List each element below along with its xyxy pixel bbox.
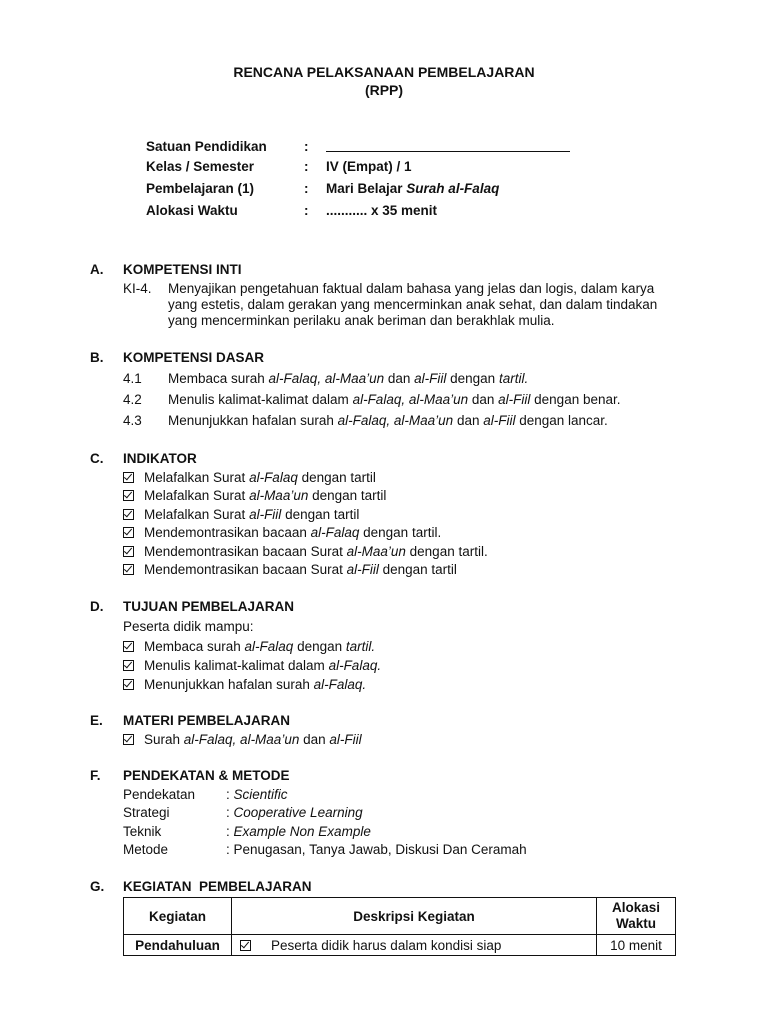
checkbox-checked-icon	[123, 546, 134, 557]
metode-value	[226, 824, 371, 839]
kd-text	[168, 371, 528, 386]
italic-text: al-Fiil	[249, 507, 282, 522]
section-c-letter: C.	[90, 451, 104, 466]
text: dengan tartil.	[359, 525, 442, 540]
ki-text-line: Menyajikan pengetahuan faktual dalam bahasa yang jelas dan logis, dalam karya	[168, 281, 655, 296]
text: Melafalkan Surat	[144, 507, 250, 522]
text: Menunjukkan hafalan surah	[144, 677, 314, 692]
text: Menunjukkan hafalan surah	[168, 413, 338, 428]
document-title: RENCANA PELAKSANAAN PEMBELAJARAN	[233, 64, 535, 80]
text: dengan	[446, 371, 499, 386]
section-b-letter: B.	[90, 350, 104, 365]
kegiatan-table	[123, 897, 676, 956]
text: dengan benar.	[530, 392, 621, 407]
text: :	[226, 824, 234, 839]
text: Mendemontrasikan bacaan Surat	[144, 544, 347, 559]
text: dengan tartil.	[405, 544, 488, 559]
checkbox-checked-icon	[123, 527, 134, 538]
materi-item	[123, 732, 362, 747]
info-label-kelas: Kelas / Semester	[146, 159, 255, 174]
indikator-item	[123, 470, 376, 485]
indikator-item	[123, 562, 457, 577]
kd-text	[168, 413, 608, 428]
text: dengan tartil	[297, 470, 376, 485]
italic-text: al-Fiil	[329, 732, 362, 747]
italic-text: al-Falaq	[249, 470, 298, 485]
text: Menulis kalimat-kalimat dalam	[168, 392, 353, 407]
text: dan	[384, 371, 415, 386]
checkbox-checked-icon	[123, 564, 134, 575]
italic-text: al-Falaq, al-Maa’un	[183, 732, 300, 747]
info-value-kelas: IV (Empat) / 1	[326, 159, 412, 174]
italic-text: Scientific	[233, 787, 288, 802]
info-sep: :	[304, 139, 309, 154]
section-f-letter: F.	[90, 768, 101, 783]
italic-text: al-Falaq.	[313, 677, 367, 692]
checkbox-checked-icon	[123, 472, 134, 483]
metode-label: Metode	[123, 842, 169, 857]
ki-label: KI-4.	[123, 281, 152, 296]
tujuan-intro: Peserta didik mampu:	[123, 619, 254, 634]
italic-text: Surah al-Falaq	[406, 181, 500, 196]
indikator-item	[123, 544, 488, 559]
checkbox-checked-icon	[123, 679, 134, 690]
italic-text: al-Falaq.	[328, 658, 382, 673]
cell-kegiatan: Pendahuluan	[124, 935, 232, 956]
checkbox-checked-icon	[123, 490, 134, 501]
section-g-letter: G.	[90, 879, 105, 894]
metode-label: Teknik	[123, 824, 162, 839]
header-alokasi: Alokasi Waktu	[597, 898, 676, 935]
italic-text: al-Falaq, al-Maa’un	[337, 413, 454, 428]
text: Peserta didik harus dalam kondisi siap	[271, 937, 502, 953]
italic-text: al-Fiil	[498, 392, 531, 407]
info-sep: :	[304, 181, 309, 196]
tujuan-item	[123, 658, 381, 673]
header-deskripsi: Deskripsi Kegiatan	[232, 898, 597, 935]
metode-value	[226, 787, 288, 802]
italic-text: al-Falaq	[244, 639, 294, 654]
cell-deskripsi	[232, 935, 597, 956]
tujuan-item	[123, 677, 366, 692]
kd-text	[168, 392, 621, 407]
text: dengan tartil	[378, 562, 457, 577]
blank-line	[326, 139, 570, 152]
italic-text: tartil.	[345, 639, 376, 654]
section-e-heading: MATERI PEMBELAJARAN	[123, 713, 291, 728]
info-sep: :	[304, 203, 309, 218]
info-label-alokasi: Alokasi Waktu	[146, 203, 238, 218]
info-value-pembelajaran	[326, 181, 499, 196]
section-f-heading: PENDEKATAN & METODE	[123, 768, 290, 783]
tujuan-item	[123, 639, 375, 654]
text: dan	[453, 413, 484, 428]
kd-number: 4.1	[123, 371, 142, 386]
text: : Penugasan, Tanya Jawab, Diskusi Dan Ceramah	[226, 842, 527, 857]
cell-waktu: 10 menit	[597, 935, 676, 956]
metode-value	[226, 805, 363, 820]
info-label-satuan: Satuan Pendidikan	[146, 139, 267, 154]
italic-text: al-Maa’un	[346, 544, 406, 559]
italic-text: tartil.	[498, 371, 529, 386]
metode-label: Strategi	[123, 805, 170, 820]
section-c-heading: INDIKATOR	[123, 451, 197, 466]
text: Menulis kalimat-kalimat dalam	[144, 658, 329, 673]
section-a-letter: A.	[90, 262, 104, 277]
metode-label: Pendekatan	[123, 787, 196, 802]
checkbox-checked-icon	[240, 940, 251, 951]
checkbox-checked-icon	[123, 734, 134, 745]
text: Membaca surah	[168, 371, 269, 386]
section-d-heading: TUJUAN PEMBELAJARAN	[123, 599, 295, 614]
text: Mendemontrasikan bacaan	[144, 525, 311, 540]
info-label-pembelajaran: Pembelajaran (1)	[146, 181, 255, 196]
checkbox-checked-icon	[123, 641, 134, 652]
text: dan	[468, 392, 499, 407]
metode-value	[226, 842, 527, 857]
text: Melafalkan Surat	[144, 470, 250, 485]
text: Surah	[144, 732, 184, 747]
italic-text: al-Maa’un	[249, 488, 309, 503]
indikator-item	[123, 488, 386, 503]
table-row	[124, 935, 676, 956]
text: dengan	[293, 639, 346, 654]
section-d-letter: D.	[90, 599, 104, 614]
text: :	[226, 805, 234, 820]
italic-text: al-Falaq, al-Maa’un	[352, 392, 469, 407]
text: :	[226, 787, 234, 802]
section-e-letter: E.	[90, 713, 103, 728]
document-subtitle: (RPP)	[364, 82, 404, 98]
italic-text: al-Falaq	[310, 525, 360, 540]
kd-number: 4.2	[123, 392, 142, 407]
kd-number: 4.3	[123, 413, 142, 428]
text: Mari Belajar	[326, 181, 407, 196]
text: dengan tartil	[281, 507, 360, 522]
italic-text: al-Fiil	[483, 413, 516, 428]
italic-text: al-Falaq, al-Maa’un	[268, 371, 385, 386]
info-sep: :	[304, 159, 309, 174]
ki-text-line: yang estetis, dalam gerakan yang mencerminkan anak sehat, dan dalam tindakan	[168, 297, 658, 312]
indikator-item	[123, 525, 441, 540]
text: Mendemontrasikan bacaan Surat	[144, 562, 347, 577]
italic-text: Cooperative Learning	[233, 805, 363, 820]
info-value-alokasi: ........... x 35 menit	[326, 203, 438, 218]
checkbox-checked-icon	[123, 509, 134, 520]
checkbox-checked-icon	[123, 660, 134, 671]
text: dengan tartil	[308, 488, 387, 503]
table-header-row	[124, 898, 676, 935]
italic-text: al-Fiil	[414, 371, 447, 386]
text: dengan lancar.	[515, 413, 608, 428]
header-kegiatan: Kegiatan	[124, 898, 232, 935]
text: Membaca surah	[144, 639, 245, 654]
indikator-item	[123, 507, 359, 522]
italic-text: Example Non Example	[233, 824, 371, 839]
info-value-satuan	[326, 139, 570, 155]
text: Melafalkan Surat	[144, 488, 250, 503]
section-g-heading: KEGIATAN PEMBELAJARAN	[123, 879, 312, 894]
text: dan	[299, 732, 330, 747]
ki-text-line: yang mencerminkan perilaku anak beriman dan berakhlak mulia.	[168, 313, 555, 328]
section-a-heading: KOMPETENSI INTI	[123, 262, 242, 277]
italic-text: al-Fiil	[346, 562, 379, 577]
section-b-heading: KOMPETENSI DASAR	[123, 350, 265, 365]
